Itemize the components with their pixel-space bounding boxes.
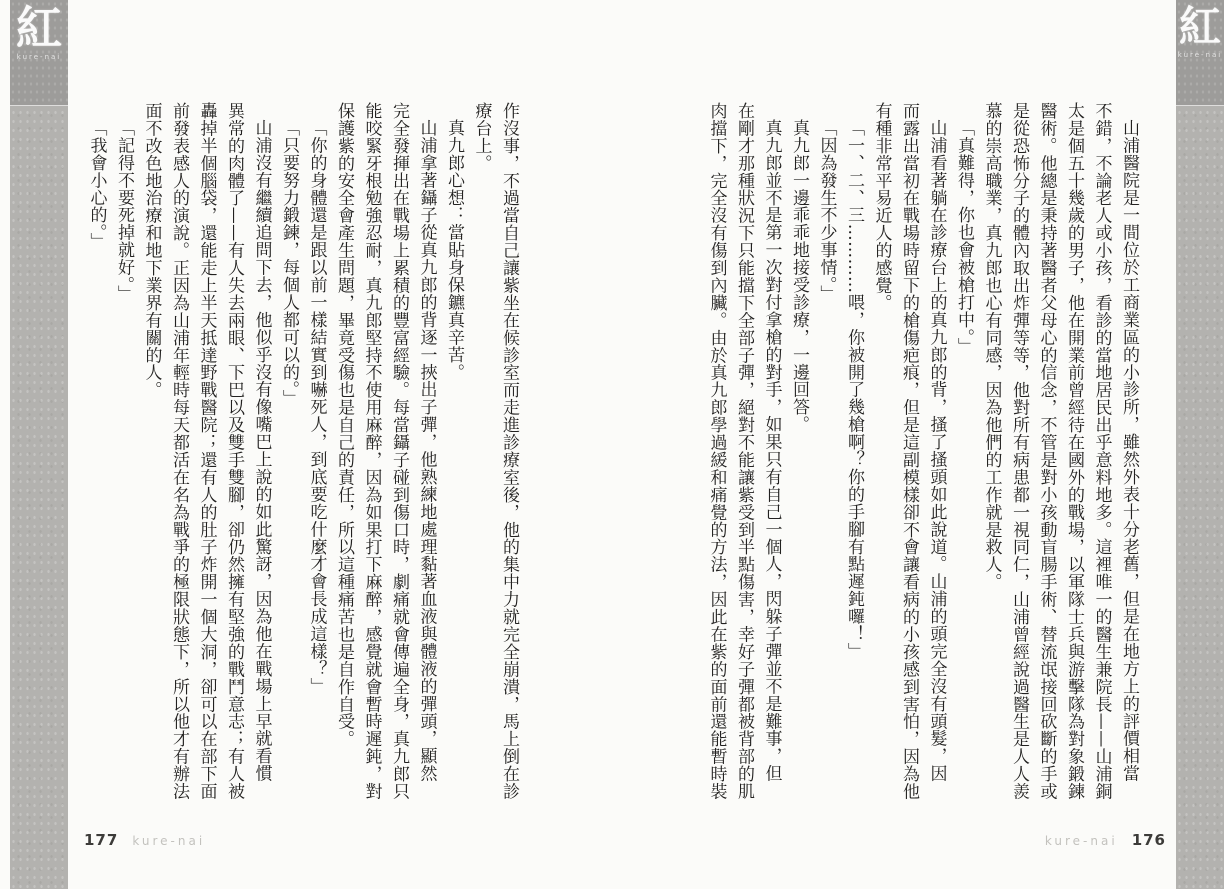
text-column: 「一、二、三…………喂，你被開了幾槍啊？你的手腳有點遲鈍囉！」 (844, 119, 864, 660)
right-footer-brand: kure-nai (1044, 834, 1118, 848)
text-column: 「因為發生不少事情。」 (816, 119, 837, 303)
text-column: 完全發揮出在戰場上累積的豐富經驗。每當鑷子碰到傷口時，劇痛就會傳遍全身，真九郎只 (389, 102, 409, 800)
text-column: 在剛才那種狀況下只能擋下全部子彈，絕對不能讓紫受到半點傷害，幸好子彈都被背部的肌 (734, 102, 754, 800)
text-column: 真九郎心想：當貼身保鑣真辛苦。 (444, 119, 464, 381)
text-column: 山浦看著躺在診療台上的真九郎的背，搔了搔頭如此說道。山浦的頭完全沒有頭髮，因 (926, 119, 947, 783)
right-page-body-text (700, 102, 1142, 808)
left-footer-brand: kure-nai (132, 834, 206, 848)
text-column: 保護紫的安全會產生問題，畢竟受傷也是自己的責任，所以這種痛苦也是自作自受。 (334, 102, 354, 748)
text-column: 前發表感人的演說。正因為山浦年輕時每天都活在名為戰爭的極限狀態下，所以他才有辦法 (169, 102, 189, 800)
text-column: 「只要努力鍛鍊，每個人都可以的。」 (279, 119, 299, 408)
text-column: 山浦醫院是一間位於工商業區的小診所，雖然外表十分老舊，但是在地方上的評價相當 (1119, 119, 1139, 783)
series-logo-left (10, 3, 68, 61)
left-spine-bar (10, 0, 68, 889)
right-spine-texture (1176, 0, 1224, 889)
series-logo-romaji: kure-nai (1177, 51, 1223, 59)
right-page-number: 176 (1131, 831, 1166, 849)
text-column: 面不改色地治療和地下業界有關的人。 (141, 102, 162, 399)
text-column: 而露出當初在戰場時留下的槍傷疤痕，但是這副模樣卻不會讓看病的小孩感到害怕，因為他 (899, 102, 919, 800)
text-column: 「記得不要死掉就好。」 (114, 119, 134, 303)
right-spine-bar (1176, 0, 1224, 889)
text-column: 是從恐怖分子的體內取出炸彈等等，他對所有病患都一視同仁，山浦曾經說過醫生是人人羨 (1009, 102, 1029, 800)
text-column: 肉擋下，完全沒有傷到內臟。由於真九郎學過緩和痛覺的方法，因此在紫的面前還能暫時裝 (706, 102, 727, 800)
text-column: 「真難得，你也會被槍打中。」 (954, 119, 974, 355)
series-logo-romaji: kure-nai (16, 53, 62, 61)
text-column: 有種非常平易近人的感覺。 (871, 102, 892, 312)
text-column: 太是個五十幾歲的男子，他在開業前曾經待在國外的戰場，以軍隊士兵與游擊隊為對象鍛鍊 (1064, 102, 1084, 800)
text-column: 山浦沒有繼續追問下去，他似乎沒有像嘴巴上說的如此驚訝，因為他在戰場上早就看慣 (251, 119, 272, 783)
text-column: 異常的肉體了——有人失去兩眼、下巴以及雙手雙腳，卻仍然擁有堅強的戰鬥意志；有人被 (224, 102, 244, 800)
text-column: 轟掉半個腦袋，還能走上半天抵達野戰醫院；還有人的肚子炸開一個大洞，卻可以在部下面 (196, 102, 217, 800)
text-column: 慕的崇高職業，真九郎也心有同感，因為他們的工作就是救人。 (981, 102, 1002, 591)
text-column: 能咬緊牙根勉強忍耐，真九郎堅持不使用麻醉，因為如果打下麻醉，感覺就會暫時遲鈍，對 (361, 102, 382, 800)
left-page-footer (84, 831, 205, 849)
text-column: 醫術。他總是秉持著醫者父母心的信念，不管是對小孩動盲腸手術、替流氓接回砍斷的手或 (1036, 102, 1057, 800)
text-column: 真九郎並不是第一次對付拿槍的對手，如果只有自己一個人，閃躲子彈並不是難事，但 (761, 119, 782, 783)
text-column: 「我會小心的。」 (86, 119, 107, 251)
series-logo-kanji: 紅 (16, 1, 62, 55)
text-column: 山浦拿著鑷子從真九郎的背逐一挾出子彈，他熟練地處理黏著血液與體液的彈頭，顯然 (416, 119, 437, 783)
text-column: 作沒事，不過當自己讓紫坐在候診室而走進診療室後，他的集中力就完全崩潰，馬上倒在診 (499, 102, 519, 800)
right-page-footer (1045, 831, 1166, 849)
series-logo-kanji: 紅 (1178, 2, 1221, 51)
left-spine-texture (10, 0, 68, 889)
text-column: 「你的身體還是跟以前一樣結實到嚇死人，到底要吃什麼才會長成這樣？」 (306, 119, 327, 695)
left-page-number: 177 (84, 831, 119, 849)
text-column: 療台上。 (471, 102, 492, 172)
text-column: 真九郎一邊乖乖地接受診療，一邊回答。 (789, 119, 809, 434)
series-logo-right (1176, 3, 1224, 59)
left-page-body-text (80, 102, 522, 808)
text-column: 不錯，不論老人或小孩，看診的當地居民出乎意料地多。這裡唯一的醫生兼院長——山浦銅 (1091, 102, 1112, 800)
